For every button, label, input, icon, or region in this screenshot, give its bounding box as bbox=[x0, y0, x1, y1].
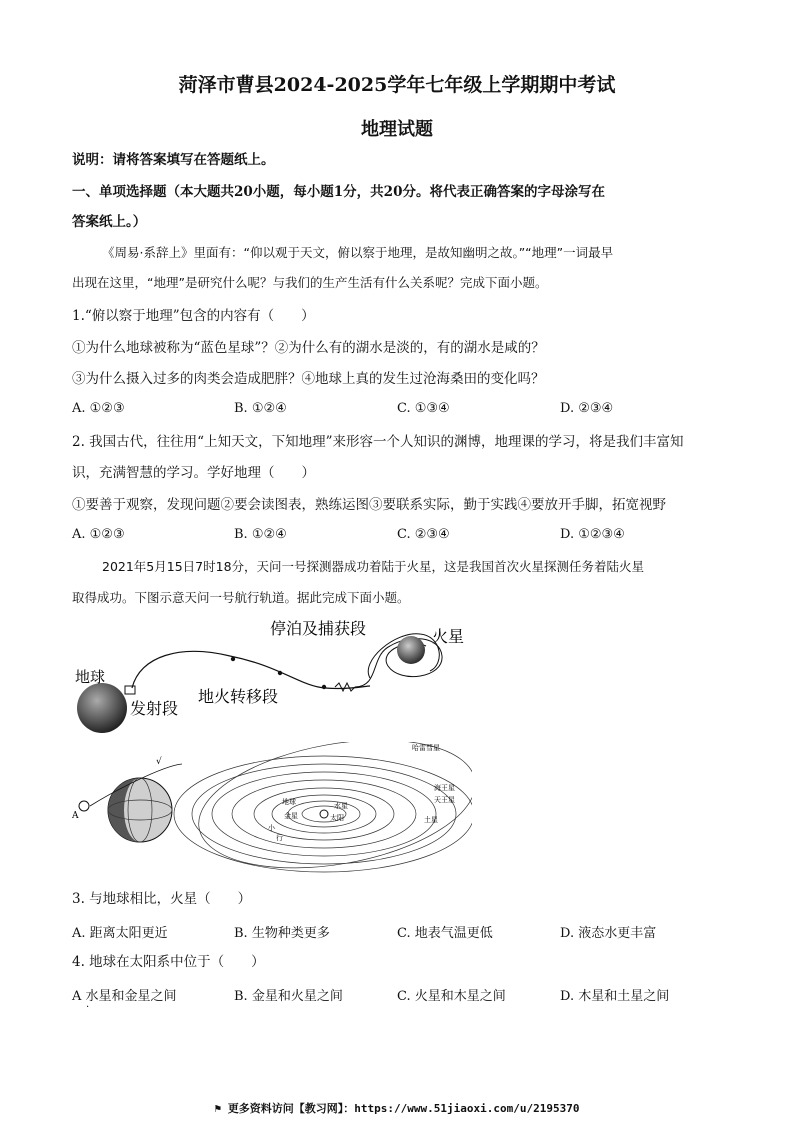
q3-option-b: B. 生物种类更多 bbox=[234, 926, 330, 941]
q1-option-c: C. ①③④ bbox=[397, 401, 450, 416]
solar-system-figure bbox=[72, 742, 472, 876]
q2-stem-line2: 识，充满智慧的学习。学好地理（ ） bbox=[72, 465, 315, 481]
label-launch: 发射段 bbox=[130, 699, 179, 718]
correction-zigzag bbox=[335, 683, 355, 691]
label-mercury: 水星 bbox=[334, 802, 348, 810]
launch-box bbox=[125, 686, 135, 694]
label-comet: 哈雷彗星 bbox=[412, 744, 440, 752]
passage1-line2: 出现在这里，“地理”是研究什么呢？与我们的生产生活有什么关系呢？完成下面小题。 bbox=[72, 275, 548, 290]
label-sun: 太阳 bbox=[330, 814, 344, 822]
q3-stem: 3. 与地球相比，火星（ ） bbox=[72, 891, 252, 907]
earth-image bbox=[77, 683, 127, 733]
label-mars: 火星 bbox=[432, 627, 465, 646]
q1-stem: 1.“俯以察于地理”包含的内容有（ ） bbox=[72, 308, 315, 324]
q3-option-c: C. 地表气温更低 bbox=[397, 926, 493, 941]
stray-dot: · bbox=[86, 1002, 90, 1013]
label-earth: 地球 bbox=[75, 668, 106, 686]
q2-option-a: A. ①②③ bbox=[72, 527, 125, 542]
q2-option-d: D. ①②③④ bbox=[560, 527, 625, 542]
flag-icon: ⚑ bbox=[214, 1102, 228, 1115]
q3-option-d: D. 液态水更丰富 bbox=[560, 926, 657, 941]
mars-image bbox=[397, 636, 425, 664]
passage1-line1: 《周易·系辞上》里面有：“仰以观于天文，俯以察于地理，是故知幽明之故。”“地理”一词最早 bbox=[102, 245, 614, 260]
observer-mark: √ bbox=[156, 757, 162, 767]
q4-option-a: A 水星和金星之间 bbox=[72, 989, 177, 1004]
q4-option-d: D. 木星和土星之间 bbox=[560, 989, 670, 1004]
passage2-line2: 取得成功。下图示意天问一号航行轨道。据此完成下面小题。 bbox=[72, 590, 410, 605]
orbits bbox=[174, 742, 472, 876]
label-a: A bbox=[72, 811, 79, 821]
exam-subtitle: 地理试题 bbox=[361, 119, 433, 140]
sun-symbol bbox=[320, 810, 328, 818]
small-sphere bbox=[79, 801, 89, 811]
section-heading-line2: 答案纸上。） bbox=[72, 214, 147, 230]
label-saturn: 土星 bbox=[424, 816, 438, 824]
label-small: 小 bbox=[268, 824, 275, 832]
section-heading-line1: 一、单项选择题（本大题共20小题，每小题1分，共20分。将代表正确答案的字母涂写在 bbox=[72, 184, 605, 200]
q1-option-d: D. ②③④ bbox=[560, 401, 614, 416]
path-dot-3 bbox=[322, 685, 326, 689]
q2-items: ①要善于观察，发现问题②要会读图表，熟练运图③要联系实际，勤于实践④要放开手脚，拓宽视野 bbox=[72, 497, 666, 513]
label-uranus: 天王星 bbox=[434, 796, 455, 804]
q4-option-b: B. 金星和火星之间 bbox=[234, 989, 343, 1004]
label-parking: 停泊及捕获段 bbox=[270, 619, 367, 638]
footer bbox=[0, 1100, 794, 1116]
q2-option-b: B. ①②④ bbox=[234, 527, 287, 542]
q1-items-line2: ③为什么摄入过多的肉类会造成肥胖？④地球上真的发生过沧海桑田的变化吗？ bbox=[72, 371, 545, 387]
q4-option-c: C. 火星和木星之间 bbox=[397, 989, 506, 1004]
passage2-line1: 2021年5月15日7时18分，天问一号探测器成功着陆于火星，这是我国首次火星探测任务着陆火星 bbox=[102, 559, 645, 574]
q2-option-c: C. ②③④ bbox=[397, 527, 450, 542]
q1-items-line1: ①为什么地球被称为“蓝色星球”？②为什么有的湖水是淡的，有的湖水是咸的？ bbox=[72, 340, 545, 356]
exam-title: 菏泽市曹县2024-2025学年七年级上学期期中考试 bbox=[178, 74, 616, 96]
label-neptune: 海王星 bbox=[434, 784, 455, 792]
q1-option-b: B. ①②④ bbox=[234, 401, 287, 416]
label-earth: 地球 bbox=[282, 798, 296, 806]
q3-option-a: A. 距离太阳更近 bbox=[72, 926, 168, 941]
footer-link[interactable]: 更多资料访问【教习网】：https://www.51jiaoxi.com/u/2195370 bbox=[227, 1102, 580, 1115]
label-transfer: 地火转移段 bbox=[198, 687, 279, 706]
label-belt: 行 bbox=[276, 834, 283, 842]
transfer-path bbox=[132, 651, 370, 688]
q2-stem-line1: 2. 我国古代，往往用“上知天文，下知地理”来形容一个人知识的渊博，地理课的学习，将是我们丰富知 bbox=[72, 434, 684, 450]
path-dot-1 bbox=[231, 657, 235, 661]
label-venus: 金星 bbox=[284, 812, 298, 820]
path-dot-2 bbox=[278, 671, 282, 675]
q1-option-a: A. ①②③ bbox=[72, 401, 125, 416]
q4-stem: 4. 地球在太阳系中位于（ ） bbox=[72, 954, 265, 970]
instructions: 说明：请将答案填写在答题纸上。 bbox=[72, 152, 275, 168]
trajectory-figure bbox=[70, 616, 490, 736]
